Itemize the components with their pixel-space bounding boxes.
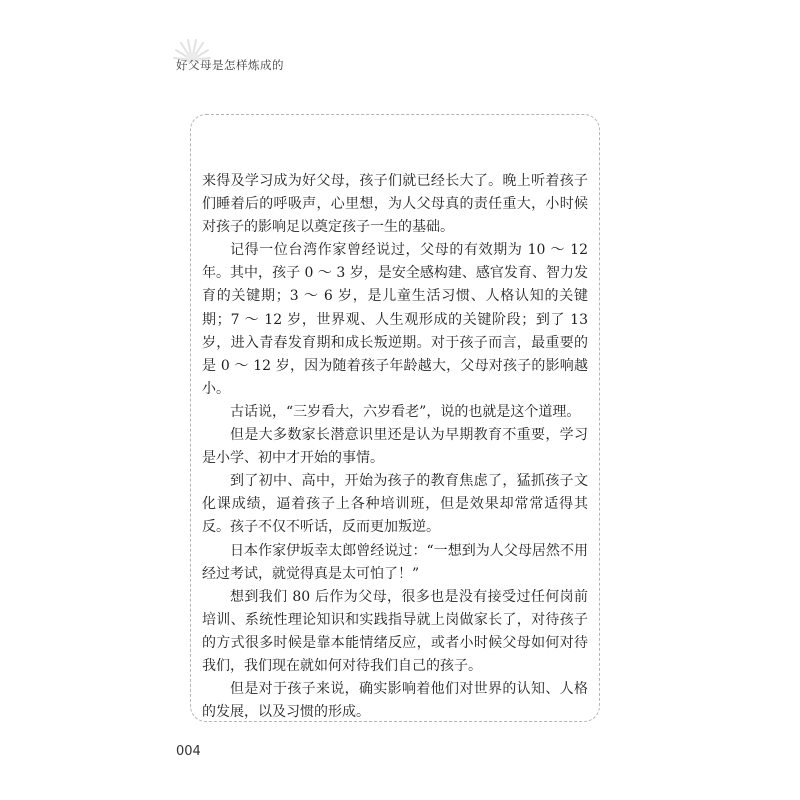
running-header-title: 好父母是怎样炼成的 — [176, 58, 284, 72]
paragraph: 到了初中、高中，开始为孩子的教育焦虑了，猛抓孩子文化课成绩，逼着孩子上各种培训班，但是效果却常常适得其反。孩子不仅不听话，反而更加叛逆。 — [202, 473, 588, 536]
paragraph: 日本作家伊坂幸太郎曾经说过：“一想到为人父母居然不用经过考试，就觉得真是太可怕了！” — [202, 542, 588, 582]
paragraph: 想到我们 80 后作为父母，很多也是没有接受过任何岗前培训、系统性理论知识和实践指导就上岗做家长了，对待孩子的方式很多时候是靠本能情绪反应，或者小时候父母如何对待我们，我们现在就如何对待我们自己的孩子。 — [202, 588, 588, 674]
paragraph: 记得一位台湾作家曾经说过，父母的有效期为 10 ～ 12 年。其中，孩子 0 ～ 3 岁，是安全感构建、感官发育、智力发育的关键期；3 ～ 6 岁，是儿童生活习惯、人格认知的关键期；7 ～ 12 岁，世界观、人生观形成的关键阶段；到了 13 岁，进入青春发育期和成长叛逆期。对于孩子而言，最重要的是 0 ～ 12 岁，因为随着孩子年龄越大，父母对孩子的影响越小。 — [202, 242, 588, 397]
paragraph: 来得及学习成为好父母，孩子们就已经长大了。晚上听着孩子们睡着后的呼吸声，心里想，为人父母真的责任重大，小时候对孩子的影响足以奠定孩子一生的基础。 — [202, 173, 588, 236]
paragraph: 但是大多数家长潜意识里还是认为早期教育不重要，学习是小学、初中才开始的事情。 — [202, 427, 588, 467]
page-number: 004 — [176, 744, 201, 759]
body-text — [202, 170, 588, 724]
paragraph: 但是对于孩子来说，确实影响着他们对世界的认知、人格的发展，以及习惯的形成。 — [202, 681, 588, 721]
paragraph: 古话说，“三岁看大，六岁看老”，说的也就是这个道理。 — [230, 403, 581, 420]
